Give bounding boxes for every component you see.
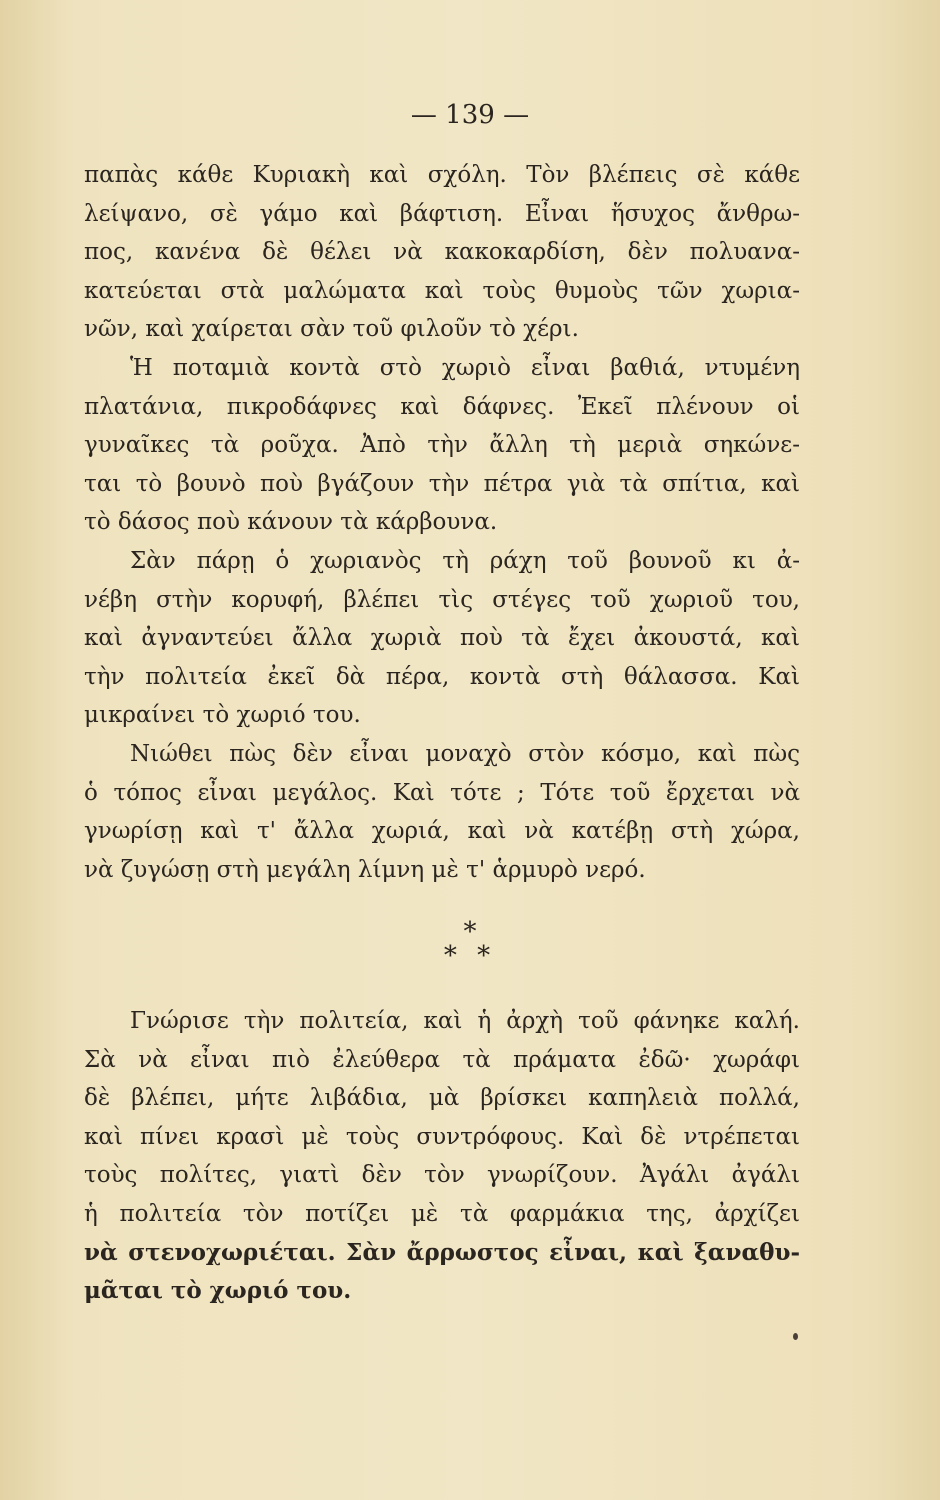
text-line: τοὺς πολίτες, γιατὶ δὲν τὸν γνωρίζουν. Ἀγάλι ἀγάλι (84, 1162, 800, 1189)
text-line: τὴν πολιτεία ἐκεῖ δὰ πέρα, κοντὰ στὴ θάλασσα. Καὶ (84, 663, 800, 690)
text-line: γυναῖκες τὰ ροῦχα. Ἀπὸ τὴν ἄλλη τὴ μεριὰ σηκώνε- (84, 432, 800, 459)
text-line: πλατάνια, πικροδάφνες καὶ δάφνες. Ἐκεῖ πλένουν οἱ (84, 393, 800, 420)
text-line: πος, κανένα δὲ θέλει νὰ κακοκαρδίση, δὲν πολυανα- (84, 239, 800, 266)
text-line: νὰ στενοχωριέται. Σὰν ἄρρωστος εἶναι, καὶ ξαναθυ- (84, 1238, 800, 1266)
text-line: Νιώθει πὼς δὲν εἶναι μοναχὸ στὸν κόσμο, καὶ πὼς (130, 740, 800, 767)
text-line: λείψανο, σὲ γάμο καὶ βάφτιση. Εἶναι ἥσυχος ἄνθρω- (84, 200, 800, 227)
separator-star-top: * (463, 917, 477, 947)
text-section-2 (84, 1002, 800, 1311)
text-line: ἡ πολιτεία τὸν ποτίζει μὲ τὰ φαρμάκια της, ἀρχίζει (84, 1200, 800, 1227)
text-line: παπὰς κάθε Κυριακὴ καὶ σχόλη. Τὸν βλέπεις σὲ κάθε (84, 162, 800, 188)
text-line: κατεύεται στὰ μαλώματα καὶ τοὺς θυμοὺς τῶν χωρια- (84, 277, 800, 304)
text-line: μικραίνει τὸ χωριό του. (84, 702, 361, 729)
text-section-1 (84, 156, 800, 889)
separator-star-bottom: * * (443, 941, 497, 971)
text-line: ὁ τόπος εἶναι μεγάλος. Καὶ τότε ; Τότε τοῦ ἔρχεται νὰ (84, 779, 800, 806)
text-line: τὸ δάσος ποὺ κάνουν τὰ κάρβουνα. (84, 509, 498, 536)
text-line: καὶ πίνει κρασὶ μὲ τοὺς συντρόφους. Καὶ δὲ ντρέπεται (84, 1123, 800, 1150)
text-line: νῶν, καὶ χαίρεται σὰν τοῦ φιλοῦν τὸ χέρι. (84, 316, 579, 343)
text-line: μᾶται τὸ χωριό του. (84, 1277, 352, 1305)
text-line: Σὰ νὰ εἶναι πιὸ ἐλεύθερα τὰ πράματα ἐδῶ· χωράφι (84, 1046, 800, 1073)
paper-speck (793, 1333, 798, 1340)
text-line: νέβη στὴν κορυφή, βλέπει τὶς στέγες τοῦ χωριοῦ του, (84, 586, 800, 613)
section-separator (0, 917, 940, 971)
text-line: δὲ βλέπει, μήτε λιβάδια, μὰ βρίσκει καπηλειὰ πολλά, (84, 1085, 800, 1112)
page-number: — 139 — (410, 100, 530, 130)
text-line: Γνώρισε τὴν πολιτεία, καὶ ἡ ἀρχὴ τοῦ φάνηκε καλή. (130, 1008, 800, 1034)
text-line: καὶ ἀγναντεύει ἄλλα χωριὰ ποὺ τὰ ἔχει ἀκουστά, καὶ (84, 625, 800, 652)
text-line: γνωρίσῃ καὶ τ' ἄλλα χωριά, καὶ νὰ κατέβῃ στὴ χώρα, (84, 818, 800, 845)
text-line: ται τὸ βουνὸ ποὺ βγάζουν τὴν πέτρα γιὰ τὰ σπίτια, καὶ (84, 470, 800, 497)
text-line: Ἡ ποταμιὰ κοντὰ στὸ χωριὸ εἶναι βαθιά, ντυμένη (130, 354, 800, 381)
text-line: Σὰν πάρῃ ὁ χωριανὸς τὴ ράχη τοῦ βουνοῦ κι ἀ- (130, 547, 800, 574)
text-line: νὰ ζυγώσῃ στὴ μεγάλη λίμνη μὲ τ' ἁρμυρὸ νερό. (84, 856, 646, 883)
